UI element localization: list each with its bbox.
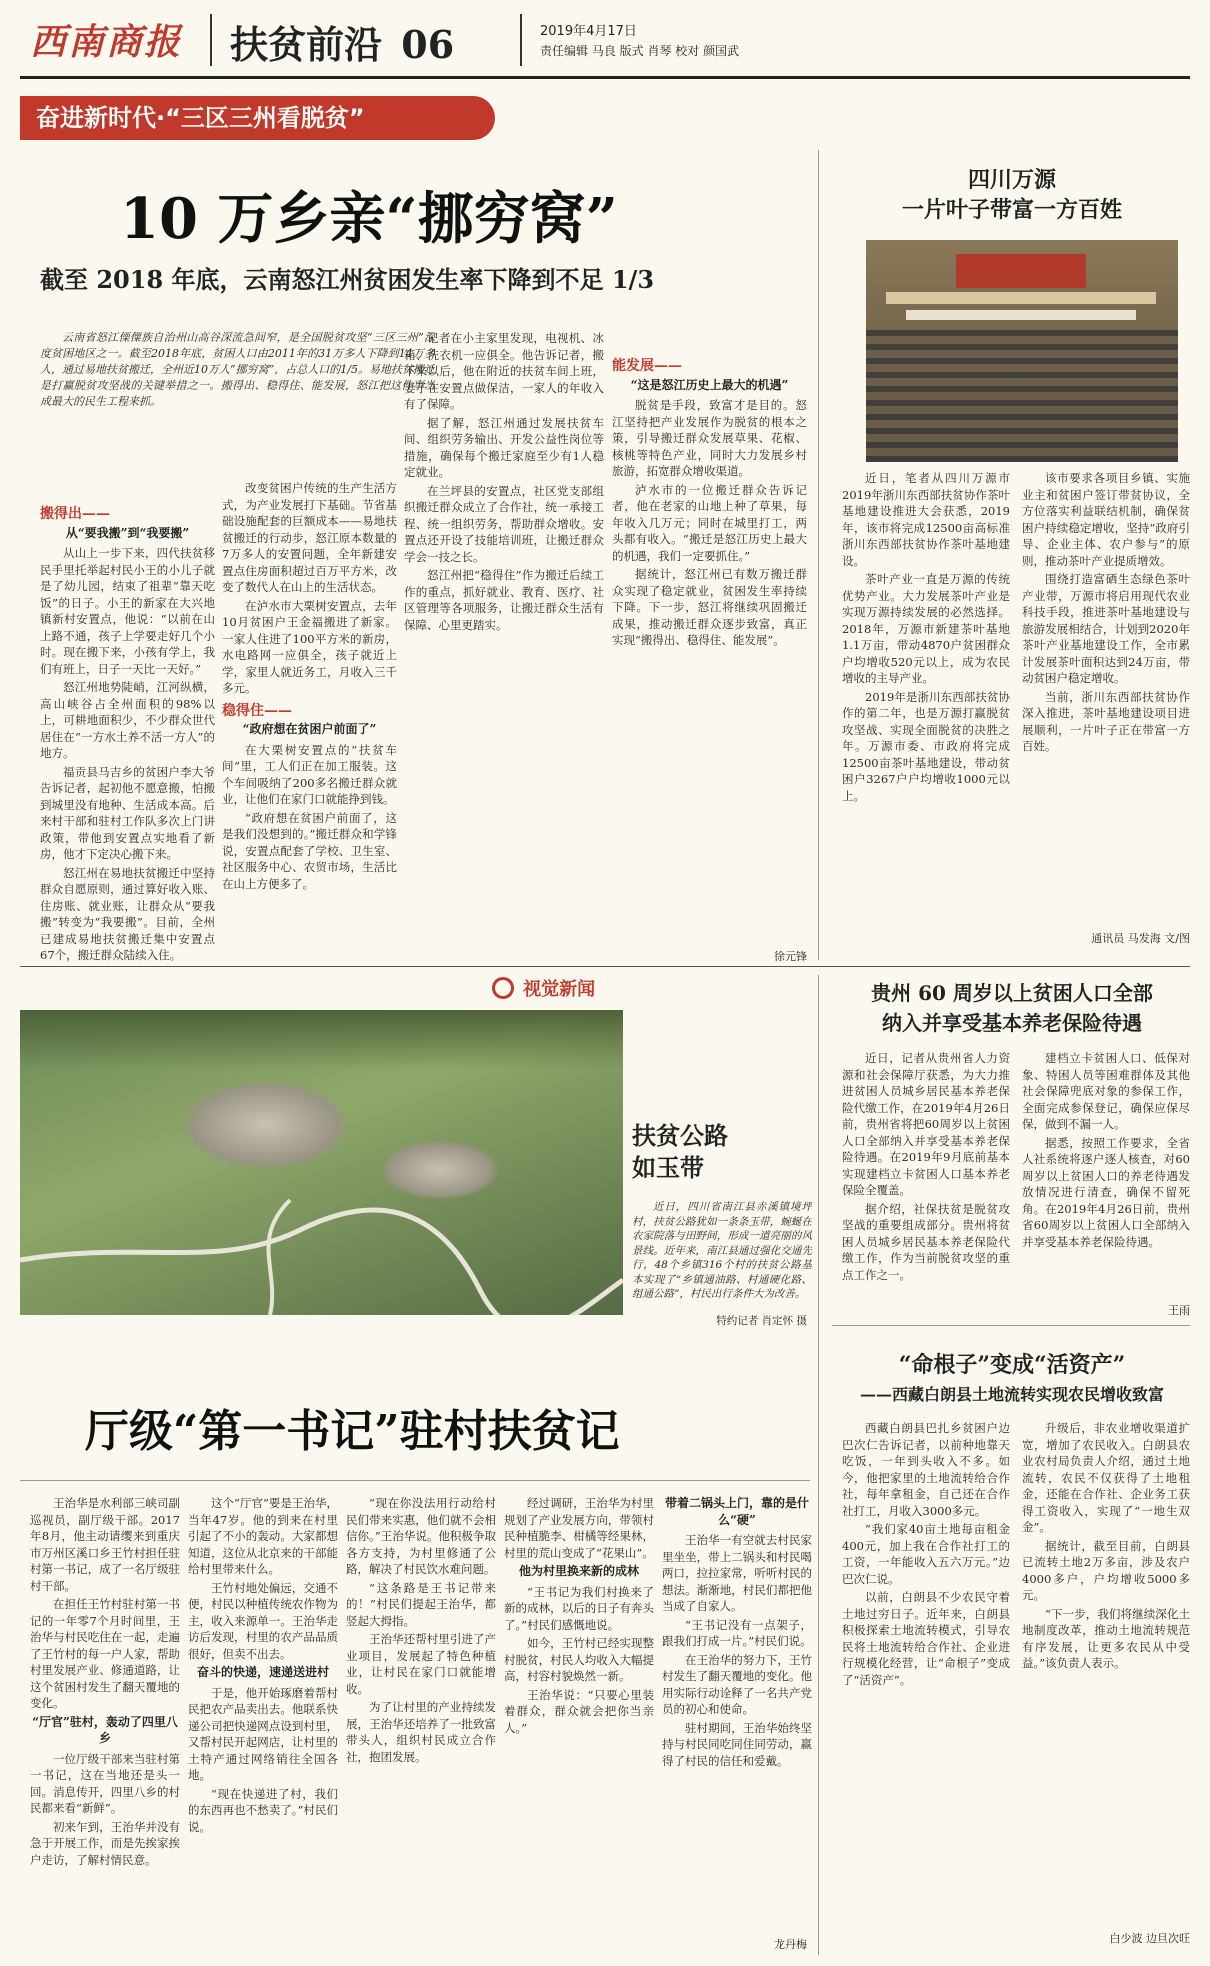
series-banner [20,96,495,140]
secretary-byline: 龙丹梅 [774,1938,807,1951]
section-sub-1: 从“要我搬”到“我要搬” [65,525,190,540]
paragraph: 如今，王竹村已经实现整村脱贫，村民人均收入大幅提高，村容村貌焕然一新。 [504,1636,654,1683]
sichuan-headline [832,165,1192,225]
paragraph: 王治华是水利部三峡司副巡视员，副厅级干部。2017年8月，他主动请缨来到重庆市万州区溪口乡王竹村担任驻村第一书记，成了一名厅级驻村干部。 [30,1496,180,1593]
editor-credits: 责任编辑 马良 版式 肖琴 校对 颜国武 [540,44,740,58]
paragraph: “下一步，我们将继续深化土地制度改革，推动土地流转规范有序发展，让更多农民从中受益。”该负责人表示。 [1022,1606,1190,1670]
section-head-3: 能发展—— [612,358,682,374]
paragraph: “王书记没有一点架子，跟我们打成一片。”村民们说。 [662,1617,812,1648]
visual-news-photographer: 特约记者 肖定怀 摄 [716,1315,807,1327]
secretary-col-5 [662,1495,812,1930]
section-title [230,14,454,69]
stage-banner [886,292,1156,304]
paragraph: 近日，记者从贵州省人力资源和社会保障厅获悉，为大力推进贫困人员城乡居民基本养老保险代缴工作，在2019年4月26日前，贵州省将把60周岁以上贫困人口全部纳入并享受基本养老保险待遇。在2019年9月底前基本实现建档立卡贫困人口基本养老保险全覆盖。 [842,1051,1010,1197]
paragraph: 以前，白朗县不少农民守着土地过穷日子。近年来，白朗县积极探索土地流转模式，引导农民将土地流转给合作社、企业进行规模化经营，让“命根子”变成了“活资产”。 [842,1590,1010,1687]
paragraph: 初来乍到，王治华并没有急于开展工作，而是先挨家挨户走访，了解村情民意。 [30,1819,180,1867]
paragraph: 怒江州在易地扶贫搬迁中坚持群众自愿原则，通过算好收入账、住房账、就业账，让群众从“要我搬”转变为“我要搬”。目前，全州已建成易地扶贫搬迁集中安置点67个，搬迁群众陆续入住。 [40,865,215,962]
guizhou-col-2 [1022,1050,1190,1300]
paragraph: 该市要求各项目乡镇、实施业主和贫困户签订带贫协议，全方位落实利益联结机制，确保贫困户持续稳定增收，坚持“政府引导、企业主体、农户参与”的原则，推动茶叶产业提质增效。 [1022,471,1190,568]
visual-news-caption-title [632,1120,802,1184]
forest-patch [20,1010,623,1070]
lead-intro [40,330,435,460]
banner-text: 奋进新时代·“三区三州看脱贫” [36,104,365,132]
sichuan-byline: 通讯员 马发海 文/图 [1091,932,1190,945]
paragraph: 2019年是浙川东西部扶贫协作的第二年，也是万源打赢脱贫攻坚战、实现全面脱贫的决胜之年。万源市委、市政府将完成12500亩茶叶基地建设，带动贫困户3267户户均增收1000元以上。 [842,689,1010,803]
secretary-col-4 [504,1495,654,1955]
secretary-col-2 [188,1495,338,1955]
paragraph: 王治华还帮村里引进了产业项目，发展起了特色种植业，让村民在家门口就能增收。 [346,1632,496,1696]
secretary-col-1 [30,1495,180,1955]
paragraph: “现在快递进了村，我们的东西再也不愁卖了。”村民们说。 [188,1786,338,1834]
paragraph: “王书记为我们村换来了新的成林，以后的日子有奔头了。”村民们感慨地说。 [504,1584,654,1632]
section-head: 他为村里换来新的成林 [518,1564,639,1578]
guizhou-col-1 [842,1050,1010,1315]
table-row-front [906,310,1136,320]
lead-col-4 [612,352,807,942]
paragraph: 在担任王竹村驻村第一书记的一年零7个月时间里，王治华与村民吃住在一起，走遍了王竹村的每一户人家，帮助村里发展产业、修通道路，让这个贫困村发生了翻天覆地的变化。 [30,1597,180,1710]
guizhou-byline: 王雨 [1168,1304,1190,1317]
secretary-headline: 厅级“第一书记”驻村扶贫记 [85,1406,620,1457]
xizang-col-2 [1022,1420,1190,1925]
section-sub-3: “这是怒江历史上最大的机遇” [630,377,789,392]
visual-news-label [492,975,595,1001]
issue-date: 2019年4月17日 [540,24,637,39]
paragraph: 西藏白朗县巴扎乡贫困户边巴次仁告诉记者，以前种地靠天吃饭，一年到头收入不多。如今，他把家里的土地流转给合作社，每年拿租金，自己还在合作社打工，月收入3000多元。 [842,1421,1010,1518]
caption-title-line2: 如玉带 [632,1153,704,1182]
paragraph: 在大栗树安置点的“扶贫车间”里，工人们正在加工服装。这个车间吸纳了200多名搬迁群众就业，让他们在家门口就能挣到钱。 [222,742,397,806]
guizhou-headline-line2: 纳入并享受基本养老保险待遇 [882,1011,1142,1035]
secretary-col-3 [346,1495,496,1955]
audience-rows [866,330,1178,462]
sichuan-headline-line2: 一片叶子带富一方百姓 [901,197,1122,223]
paragraph: 围绕打造富硒生态绿色茶叶产业带，万源市将启用现代农业科技手段，推进茶叶基地建设与旅游发展相结合，计划到2020年茶叶产业基地建设工作，全市累计发展茶叶面积达到24万亩，带动贫困户稳定增收。 [1022,572,1190,685]
paragraph: 近日，笔者从四川万源市2019年浙川东西部扶贫协作茶叶基地建设推进大会获悉，2019年，该市将完成12500亩高标准浙川东西部扶贫协作茶叶基地建设。 [842,471,1010,568]
paragraph: 在王治华的努力下，王竹村发生了翻天覆地的变化。他用实际行动诠释了一名共产党员的初心和使命。 [662,1652,812,1716]
paragraph: 经过调研，王治华为村里规划了产业发展方向，带领村民种植脆李、柑橘等经果林，村里的荒山变成了“花果山”。 [504,1496,654,1560]
paragraph: 于是，他开始琢磨着帮村民把农产品卖出去。他联系快递公司把快递网点设到村里，又帮村民开起网店，让村里的土特产通过网络销往全国各地。 [188,1685,338,1782]
xizang-col-1 [842,1420,1010,1950]
search-icon [492,977,514,999]
paragraph: 据介绍，社保扶贫是脱贫攻坚战的重要组成部分。贵州将贫困人员城乡居民基本养老保险代缴工作，作为当前脱贫攻坚的重点工作之一。 [842,1201,1010,1282]
xizang-headline: “命根子”变成“活资产” [898,1352,1126,1378]
paragraph: 建档立卡贫困人口、低保对象、特困人员等困难群体及其他社会保障兜底对象的参保工作，全面完成参保登记，确保应保尽保，做到不漏一人。 [1022,1051,1190,1131]
section-divider [832,1325,1190,1326]
aerial-village-photo [20,1010,623,1315]
xizang-byline: 白少波 边旦次旺 [1109,1932,1190,1945]
lead-byline: 徐元锋 [774,950,807,963]
paragraph: 为了让村里的产业持续发展，王治华还培养了一批致富带头人，组织村民成立合作社，抱团发展。 [346,1700,496,1764]
section-name: 扶贫前沿 [230,22,383,67]
section-head: 奋斗的快递，速递送进村 [196,1665,329,1679]
paragraph: 王治华说：“只要心里装着群众，群众就会把你当亲人。” [504,1687,654,1735]
section-head-2: 稳得住—— [222,702,292,719]
paragraph: 脱贫是手段，致富才是目的。怒江坚持把产业发展作为脱贫的根本之策，引导搬迁群众发展草果、花椒、核桃等特色产业，同时大力发展乡村旅游，拓宽群众增收渠道。 [612,398,807,478]
lead-subheadline: 截至 2018 年底，云南怒江州贫困发生率下降到不足 1/3 [40,265,655,294]
paragraph: 怒江州把“稳得住”作为搬迁后续工作的重点，抓好就业、教育、医疗、社区管理等各项服务，让搬迁群众生活有保障、心里更踏实。 [404,568,604,632]
sichuan-col-1 [842,470,1010,950]
paragraph: 福贡县马吉乡的贫困户李大爷告诉记者，起初他不愿意搬，怕搬到城里没有地种、生活成本高。后来村干部和驻村工作队多次上门讲政策，带他到安置点实地看了新房，他才下定决心搬下来。 [40,764,215,861]
paragraph: “我们家40亩土地每亩租金400元，加上我在合作社打工的工资，一年能收入五六万元。”边巴次仁说。 [842,1522,1010,1586]
sichuan-col-2 [1022,470,1190,925]
section-head: “厅官”驻村，轰动了四里八乡 [32,1714,178,1745]
paragraph: 记者在小主家里发现，电视机、冰箱、洗衣机一应俱全。他告诉记者，搬下来以后，他在附近的扶贫车间上班，妻子在安置点做保洁，一家人的年收入有了保障。 [404,331,604,411]
guizhou-headline [832,978,1192,1038]
section-sub-2: “政府想在贫困户前面了” [242,722,377,736]
lead-intro-text: 云南省怒江傈僳族自治州山高谷深流急间窄，是全国脱贫攻坚“三区三州”深度贫困地区之一。截至2018年底，贫困人口由2011年的31万多人下降到14万多人，通过易地扶贫搬迁，全州近10万人“挪穷窝”，占总人口的1/5。易地扶贫搬迁是打赢脱贫攻坚战的关键举措之一。搬得出、稳得住、能发展，怒江把这件事当成最大的民生工程来抓。 [40,331,435,408]
masthead-divider [210,14,212,66]
lead-col-3 [404,330,604,930]
page-number: 06 [401,22,455,67]
guizhou-headline-line1: 贵州 60 周岁以上贫困人口全部 [871,981,1153,1005]
sichuan-meeting-photo [866,240,1178,462]
paragraph: 据统计，怒江州已有数万搬迁群众实现了稳定就业，贫困发生率持续下降。下一步，怒江将继续巩固搬迁成果，推动搬迁群众逐步致富，真正实现“搬得出、稳得住、能发展”。 [612,567,807,647]
paper-name: 西南商报 [30,21,183,63]
paragraph: 在兰坪县的安置点，社区党支部组织搬迁群众成立了合作社，统一承接工程、统一组织劳务，帮助群众增收。安置点还开设了技能培训班，让搬迁群众学会一技之长。 [404,483,604,564]
paragraph: “政府想在贫困户前面了，这是我们没想到的。”搬迁群众和学锋说，安置点配套了学校、卫生室、社区服务中心、农贸市场，生活比在山上方便多了。 [222,810,397,891]
paragraph: 据统计，截至目前，白朗县已流转土地2万多亩，涉及农户4000多户，户均增收5000多元。 [1022,1538,1190,1602]
section-head: 带着二锅头上门，靠的是什么“硬” [664,1496,809,1527]
column-divider [818,150,819,960]
paragraph: 据悉，按照工作要求，全省人社系统将逐户逐人核查，对60周岁以上贫困人口的养老待遇发放情况进行清查，确保不留死角。在2019年4月26日前，贵州省60周岁以上贫困人口全部纳入并享受基本养老保险待遇。 [1022,1135,1190,1249]
paragraph: 升级后，非农业增收渠道扩宽，增加了农民收入。白朗县农业农村局负责人介绍，通过土地流转，农民不仅获得了土地租金，还能在合作社、企业务工获得工资收入，实现了“一地生双金”。 [1022,1421,1190,1534]
section-head-1: 搬得出—— [40,506,110,522]
xizang-subheadline: ——西藏白朗县土地流转实现农民增收致富 [859,1385,1164,1404]
paragraph: 一位厅级干部来当驻村第一书记，这在当地还是头一回。消息传开，四里八乡的村民都来看“新鲜”。 [30,1751,180,1815]
caption-title-line1: 扶贫公路 [632,1121,728,1150]
masthead-divider-2 [520,14,522,66]
paragraph: 王竹村地处偏远，交通不便，村民以种植传统农作物为主，收入来源单一。王治华走访后发现，村里的农产品品质很好，但卖不出去。 [188,1580,338,1661]
caption-text: 近日，四川省南江县赤溪镇境坪村，扶贫公路犹如一条条玉带，蜿蜒在农家院落与田野间，形成一道亮丽的风景线。近年来，南江县通过强化交通先行，48个乡镇316个村的扶贫公路基本实现了“乡镇通油路、村通硬化路、组通公路”，村民出行条件大为改善。 [632,1201,812,1300]
visual-news-caption [632,1200,812,1308]
section-divider [20,966,1190,967]
paragraph: 驻村期间，王治华始终坚持与村民同吃同住同劳动，赢得了村民的信任和爱戴。 [662,1720,812,1768]
stage-screen [956,254,1086,288]
paragraph: 茶叶产业一直是万源的传统优势产业。大力发展茶叶产业是实现万源持续发展的必然选择。2018年，万源市新建茶叶基地1.1万亩，带动4870户贫困群众户均增收520元以上，成为农民增收的主导产业。 [842,572,1010,685]
paragraph: 泸水市的一位搬迁群众告诉记者，他在老家的山地上种了草果，每年收入几万元；同时在城里打工，两头都有收入。“搬迁是怒江历史上最大的机遇，我们一定要抓住。” [612,482,807,563]
masthead [0,0,1210,80]
paragraph: 当前，浙川东西部扶贫协作深入推进，茶叶基地建设项目进展顺利，一片叶子正在带富一方百姓。 [1022,689,1190,753]
section-divider [20,1480,810,1481]
lead-headline: 10 万乡亲“挪穷窝” [120,186,618,252]
paragraph: 在泸水市大栗树安置点，去年10月贫困户王金福搬进了新家。一家人住进了100平方米的新房，水电路网一应俱全，孩子就近上学，家里人就近务工，月收入三千多元。 [222,598,397,695]
paragraph: “这条路是王书记带来的！”村民们提起王治华，都竖起大拇指。 [346,1580,496,1628]
paragraph: 怒江州地势陡峭，江河纵横，高山峡谷占全州面积的98%以上，可耕地面积少，不少群众世代居住在“一方水土养不活一方人”的地方。 [40,680,215,760]
paragraph: 王治华一有空就去村民家里坐坐，带上二锅头和村民喝两口，拉拉家常，听听村民的想法。渐渐地，村民们都把他当成了自家人。 [662,1533,812,1613]
masthead-rule [20,76,1190,79]
paragraph: “现在你没法用行动给村民们带来实惠，他们就不会相信你。”王治华说。他积极争取各方支持，为村里修通了公路，解决了村民饮水难问题。 [346,1496,496,1576]
sichuan-headline-line1: 四川万源 [967,167,1056,193]
paragraph: 据了解，怒江州通过发展扶贫车间、组织劳务输出、开发公益性岗位等措施，确保每个搬迁家庭至少有1人稳定就业。 [404,415,604,479]
column-divider [818,975,819,1955]
paragraph: 改变贫困户传统的生产生活方式，为产业发展打下基础。节省基础设施配套的巨额成本——易地扶贫搬迁的行动步，怒江原本数量的7万多人的安置问题，全年新建安置点住房面积超过百万平方米，改变了数代人在山上的生活状态。 [222,481,397,594]
visual-news-text: 视觉新闻 [523,979,596,1000]
paragraph: 这个“厅官”要是王治华，当年47岁。他的到来在村里引起了不小的轰动。大家都想知道，这位从北京来的干部能给村里带来什么。 [188,1496,338,1576]
paragraph: 从山上一步下来，四代扶贫移民手里托举起村民小王的小儿子就是了幼儿园，结束了祖辈“靠天吃饭”的日子。小王的新家在大兴地镇新村安置点，他说：“以前在山上路不通，孩子上学要走好几个小时。现在搬下来，小孩有学上，我们有班上，日子一天比一天好。” [40,546,215,676]
